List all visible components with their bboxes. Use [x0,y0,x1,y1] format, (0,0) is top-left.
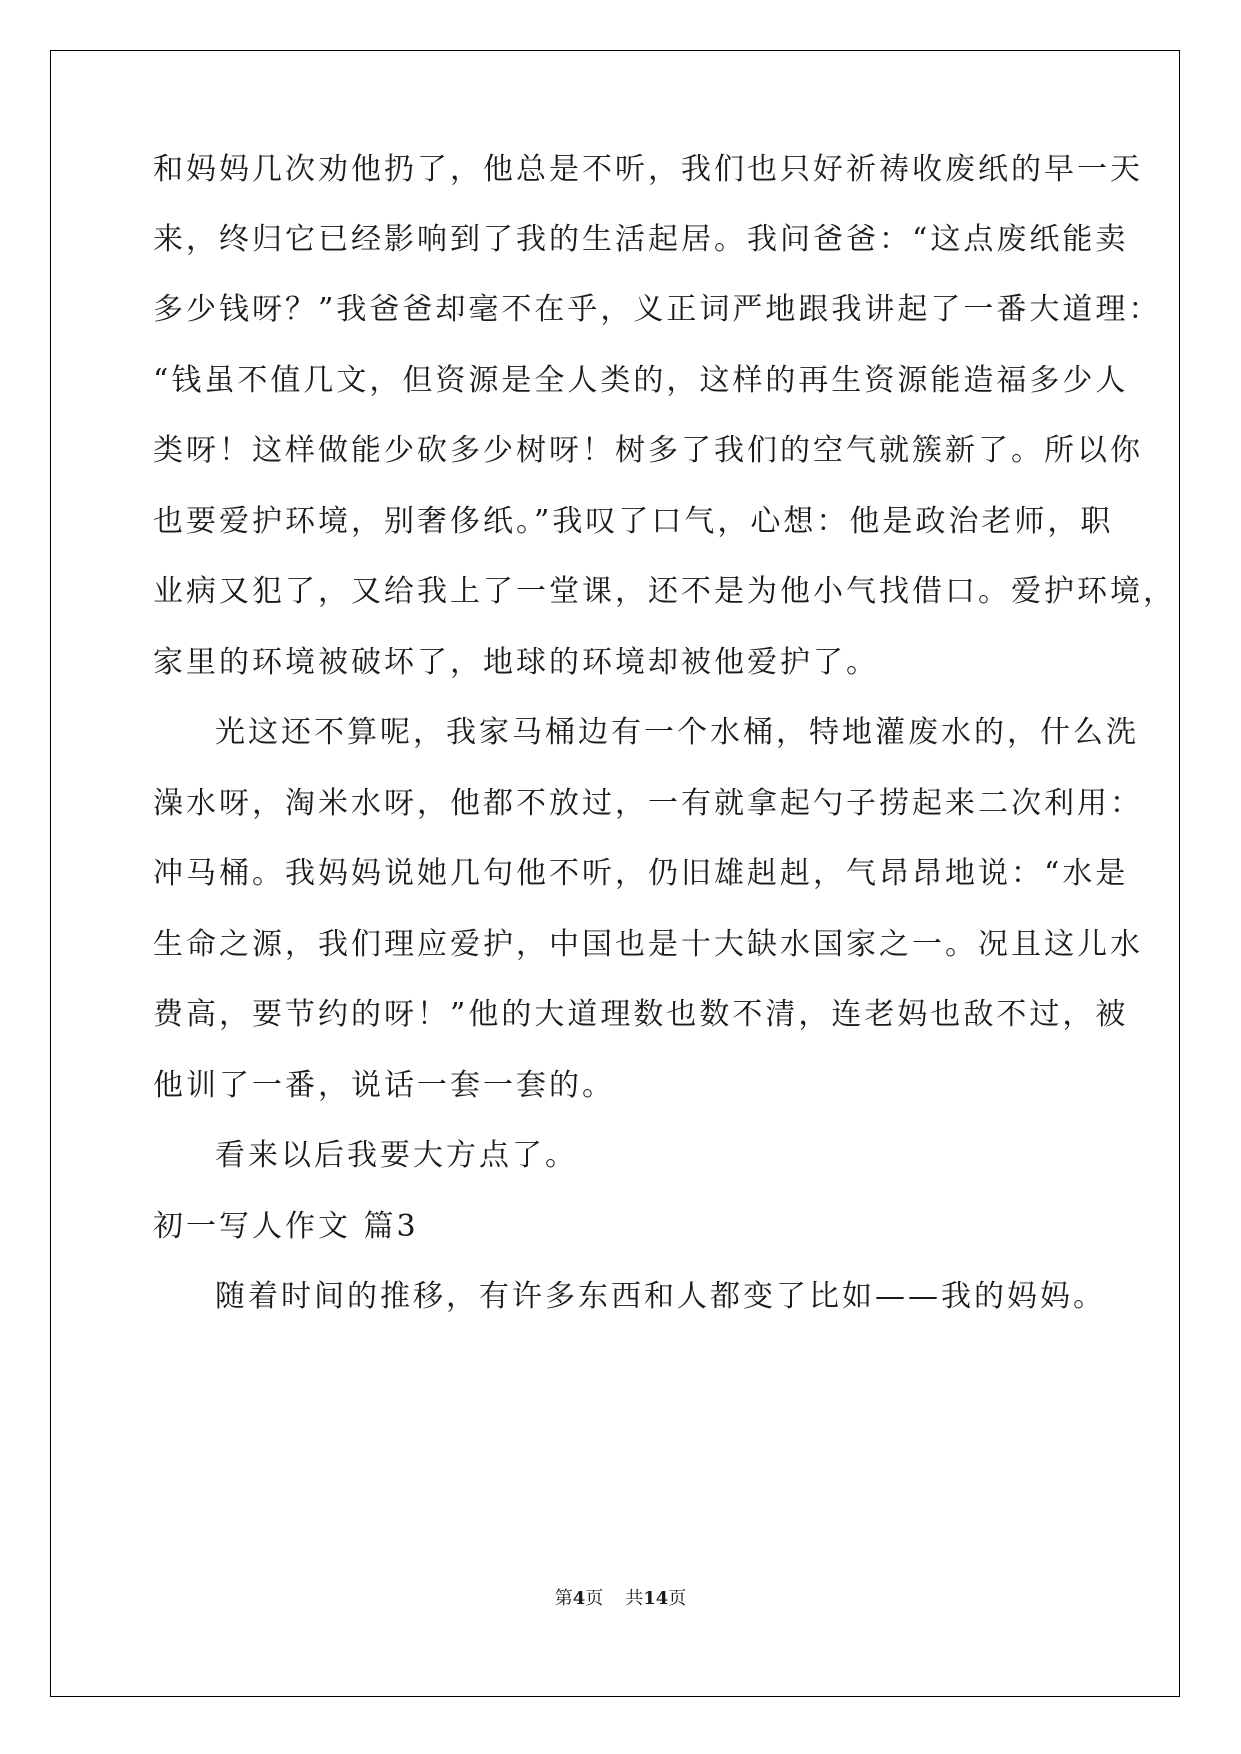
paragraph-first-line: 看来以后我要大方点了。 [215,1138,578,1173]
page-footer [0,1587,1241,1611]
footer-total-prefix: 共 [625,1588,644,1609]
section-heading: 初一写人作文 篇3 [153,1209,419,1244]
footer-page-prefix: 第 [554,1588,573,1609]
body-line: 多少钱呀？”我爸爸却毫不在乎，义正词严地跟我讲起了一番大道理： [153,292,1162,327]
body-line: 来，终归它已经影响到了我的生活起居。我问爸爸：“这点废纸能卖 [153,222,1129,257]
body-line: “钱虽不值几文，但资源是全人类的，这样的再生资源能造福多少人 [153,363,1129,398]
body-line: 他训了一番，说话一套一套的。 [153,1068,615,1103]
body-line: 家里的环境被破坏了，地球的环境却被他爱护了。 [153,645,879,680]
footer-page-suffix: 页 [585,1588,604,1609]
footer-total-suffix: 页 [668,1588,687,1609]
body-line: 业病又犯了，又给我上了一堂课，还不是为他小气找借口。爱护环境， [153,574,1176,609]
body-line: 也要爱护环境，别奢侈纸。”我叹了口气，心想：他是政治老师，职 [153,504,1114,539]
body-line: 和妈妈几次劝他扔了，他总是不听，我们也只好祈祷收废纸的早一天 [153,152,1143,187]
body-line: 生命之源，我们理应爱护，中国也是十大缺水国家之一。况且这儿水 [153,927,1143,962]
body-line: 冲马桶。我妈妈说她几句他不听，仍旧雄赳赳，气昂昂地说：“水是 [153,856,1129,891]
paragraph-first-line: 光这还不算呢，我家马桶边有一个水桶，特地灌废水的，什么洗 [215,715,1139,750]
body-line: 类呀！这样做能少砍多少树呀！树多了我们的空气就簇新了。所以你 [153,433,1143,468]
body-line: 澡水呀，淘米水呀，他都不放过，一有就拿起勺子捞起来二次利用： [153,786,1143,821]
paragraph-first-line: 随着时间的推移，有许多东西和人都变了比如——我的妈妈。 [215,1279,1106,1314]
body-line: 费高，要节约的呀！”他的大道理数也数不清，连老妈也敌不过，被 [153,997,1129,1032]
footer-total-pages: 14 [643,1588,669,1609]
footer-page-number: 4 [572,1588,586,1609]
